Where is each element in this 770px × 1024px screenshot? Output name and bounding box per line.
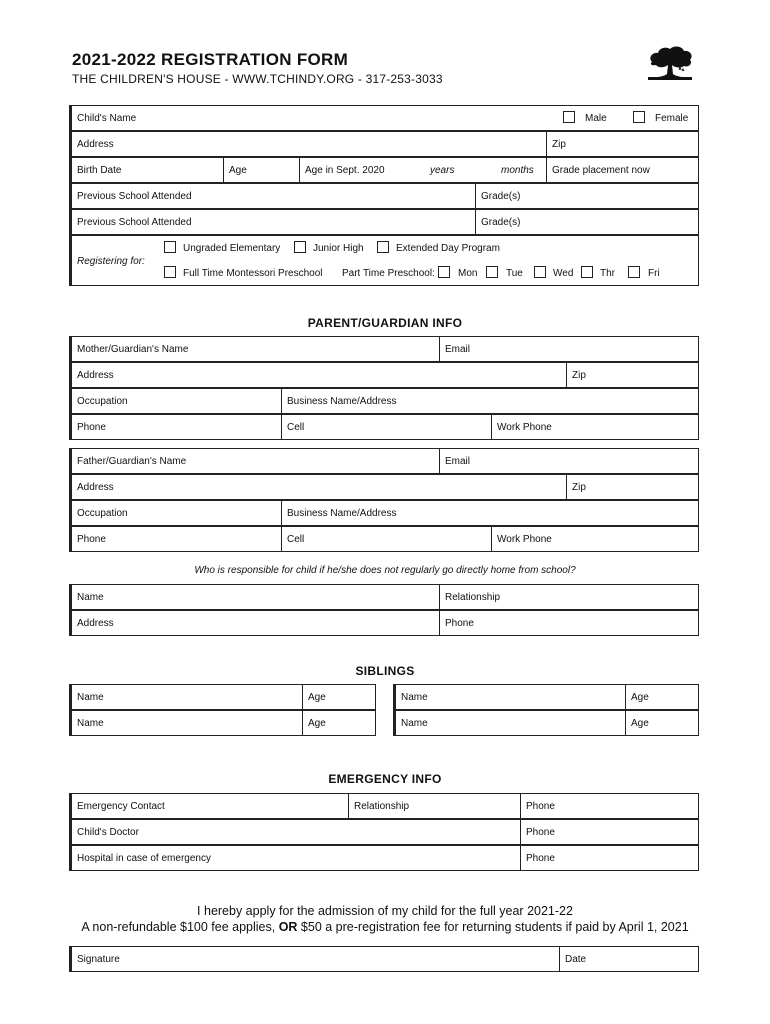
mother-zip-field[interactable] [566, 363, 699, 387]
junior-high-label: Junior High [313, 243, 364, 254]
wed-checkbox[interactable] [534, 266, 546, 278]
hospital-field[interactable] [72, 846, 520, 870]
mother-phone-row [69, 414, 699, 440]
father-cell-field[interactable] [281, 527, 491, 551]
mother-occupation-row [69, 388, 699, 414]
grade-placement-field[interactable] [546, 158, 699, 182]
grades-2-label: Grade(s) [481, 217, 521, 228]
child-address-row [69, 131, 699, 157]
responsible-phone-label: Phone [445, 618, 474, 629]
birth-date-label: Birth Date [77, 165, 122, 176]
father-work-phone-label: Work Phone [497, 534, 552, 545]
signature-label: Signature [77, 954, 120, 965]
female-label: Female [655, 113, 689, 124]
sibling-1-name-label: Name [77, 692, 104, 703]
responsible-question: Who is responsible for child if he/she does not regularly go directly home from school? [194, 565, 576, 576]
father-address-field[interactable] [72, 475, 566, 499]
father-occupation-label: Occupation [77, 508, 128, 519]
full-time-checkbox[interactable] [164, 266, 176, 278]
doctor-phone-label: Phone [526, 827, 555, 838]
wed-label: Wed [553, 268, 574, 279]
signature-field[interactable] [72, 947, 559, 971]
sibling-1-age-label: Age [308, 692, 326, 703]
mother-address-row [69, 362, 699, 388]
registering-row [69, 235, 699, 286]
emergency-phone-field[interactable] [520, 794, 699, 818]
mother-address-field[interactable] [72, 363, 566, 387]
responsible-relationship-field[interactable] [439, 585, 699, 609]
extended-day-checkbox[interactable] [377, 241, 389, 253]
mon-label: Mon [458, 268, 478, 279]
sibling-3-name-field[interactable] [396, 685, 625, 709]
grade-placement-label: Grade placement now [552, 165, 650, 176]
child-name-field[interactable] [72, 106, 544, 130]
responsible-phone-field[interactable] [439, 611, 699, 635]
mother-name-field[interactable] [72, 337, 439, 361]
prev-school-row-2 [69, 209, 699, 235]
sibling-4-name-field[interactable] [396, 711, 625, 735]
responsible-relationship-label: Relationship [445, 592, 501, 603]
emergency-heading: EMERGENCY INFO [328, 772, 442, 786]
father-zip-field[interactable] [566, 475, 699, 499]
mother-work-phone-label: Work Phone [497, 422, 552, 433]
doctor-label: Child's Doctor [77, 827, 139, 838]
mother-email-label: Email [445, 344, 471, 355]
tue-checkbox[interactable] [486, 266, 498, 278]
prev-school-2-label: Previous School Attended [77, 217, 192, 228]
sibling-4-name-label: Name [401, 718, 428, 729]
junior-high-checkbox[interactable] [294, 241, 306, 253]
doctor-phone-field[interactable] [520, 820, 699, 844]
extended-day-label: Extended Day Program [396, 243, 500, 254]
father-name-label: Father/Guardian's Name [77, 456, 187, 467]
doctor-row [69, 819, 699, 845]
father-phone-label: Phone [77, 534, 106, 545]
mother-occupation-label: Occupation [77, 396, 128, 407]
hospital-phone-field[interactable] [520, 846, 699, 870]
father-zip-label: Zip [572, 482, 586, 493]
sibling-2-age-label: Age [308, 718, 326, 729]
fri-label: Fri [648, 268, 660, 279]
male-checkbox[interactable] [563, 111, 575, 123]
father-email-label: Email [445, 456, 471, 467]
sibling-3-name-label: Name [401, 692, 428, 703]
tue-label: Tue [506, 268, 523, 279]
mother-cell-field[interactable] [281, 415, 491, 439]
grades-1-label: Grade(s) [481, 191, 521, 202]
mother-zip-label: Zip [572, 370, 586, 381]
grades-1-field[interactable] [475, 184, 699, 208]
ungraded-label: Ungraded Elementary [183, 243, 281, 254]
date-label: Date [565, 954, 587, 965]
years-label: years [430, 165, 455, 176]
father-address-label: Address [77, 482, 114, 493]
responsible-name-row [69, 584, 699, 610]
mother-address-label: Address [77, 370, 114, 381]
father-phone-row [69, 526, 699, 552]
father-occupation-field[interactable] [72, 501, 281, 525]
child-name-label: Child's Name [77, 113, 137, 124]
mother-business-label: Business Name/Address [287, 396, 397, 407]
child-address-label: Address [77, 139, 114, 150]
child-address-field[interactable] [72, 132, 546, 156]
father-business-label: Business Name/Address [287, 508, 397, 519]
sibling-2-name-label: Name [77, 718, 104, 729]
emergency-contact-field[interactable] [72, 794, 348, 818]
ungraded-checkbox[interactable] [164, 241, 176, 253]
mother-cell-label: Cell [287, 422, 305, 433]
sibling-1-name-field[interactable] [72, 685, 302, 709]
responsible-address-label: Address [77, 618, 114, 629]
responsible-name-field[interactable] [72, 585, 439, 609]
sibling-3-age-field[interactable] [625, 685, 699, 709]
tree-icon [646, 44, 694, 89]
full-time-label: Full Time Montessori Preschool [183, 268, 323, 279]
form-subtitle: THE CHILDREN'S HOUSE - WWW.TCHINDY.ORG - 317-253-3033 [72, 72, 443, 86]
responsible-address-row [69, 610, 699, 636]
responsible-name-label: Name [77, 592, 104, 603]
sibling-4-age-field[interactable] [625, 711, 699, 735]
sibling-3-age-label: Age [631, 692, 649, 703]
prev-school-2-field[interactable] [72, 210, 475, 234]
sibling-1-age-field[interactable] [302, 685, 376, 709]
emergency-relationship-label: Relationship [354, 801, 410, 812]
prev-school-1-field[interactable] [72, 184, 475, 208]
father-business-field[interactable] [281, 501, 699, 525]
father-name-field[interactable] [72, 449, 439, 473]
father-phone-field[interactable] [72, 527, 281, 551]
father-work-phone-field[interactable] [491, 527, 699, 551]
declaration-line-2-after: $50 a pre-registration fee for returning students if paid by April 1, 2021 [297, 920, 689, 934]
prev-school-1-label: Previous School Attended [77, 191, 192, 202]
grades-2-field[interactable] [475, 210, 699, 234]
mon-checkbox[interactable] [438, 266, 450, 278]
prev-school-row-1 [69, 183, 699, 209]
emergency-phone-label: Phone [526, 801, 555, 812]
sibling-2-age-field[interactable] [302, 711, 376, 735]
age-sept-field[interactable] [299, 158, 546, 182]
mother-email-field[interactable] [439, 337, 699, 361]
signature-row [69, 946, 699, 972]
registering-for-label: Registering for: [77, 256, 145, 267]
mother-name-label: Mother/Guardian's Name [77, 344, 189, 355]
siblings-heading: SIBLINGS [355, 664, 415, 678]
father-occupation-row [69, 500, 699, 526]
emergency-contact-row [69, 793, 699, 819]
thr-label: Thr [600, 268, 615, 279]
form-title: 2021-2022 REGISTRATION FORM [72, 50, 349, 69]
hospital-phone-label: Phone [526, 853, 555, 864]
fri-checkbox[interactable] [628, 266, 640, 278]
declaration-line-2-bold: OR [278, 920, 298, 934]
sibling-2-name-field[interactable] [72, 711, 302, 735]
declaration-line-2-before: A non-refundable $100 fee applies, [81, 920, 279, 934]
sibling-row-2-right [393, 710, 699, 736]
emergency-contact-label: Emergency Contact [77, 801, 165, 812]
mother-occupation-field[interactable] [72, 389, 281, 413]
child-zip-field[interactable] [546, 132, 699, 156]
declaration-line-2 [0, 920, 770, 934]
age-sept-label: Age in Sept. 2020 [305, 165, 385, 176]
part-time-label: Part Time Preschool: [342, 268, 435, 279]
male-label: Male [585, 113, 607, 124]
mother-business-field[interactable] [281, 389, 699, 413]
child-name-row [69, 105, 699, 131]
child-zip-label: Zip [552, 139, 566, 150]
sibling-row-2-left [69, 710, 376, 736]
mother-work-phone-field[interactable] [491, 415, 699, 439]
father-address-row [69, 474, 699, 500]
sibling-row-1-left [69, 684, 376, 710]
father-name-row [69, 448, 699, 474]
mother-phone-label: Phone [77, 422, 106, 433]
father-email-field[interactable] [439, 449, 699, 473]
responsible-address-field[interactable] [72, 611, 439, 635]
declaration-line-1: I hereby apply for the admission of my child for the full year 2021-22 [197, 904, 573, 918]
father-cell-label: Cell [287, 534, 305, 545]
months-label: months [501, 165, 534, 176]
female-checkbox[interactable] [633, 111, 645, 123]
sibling-4-age-label: Age [631, 718, 649, 729]
birth-date-field[interactable] [72, 158, 223, 182]
mother-phone-field[interactable] [72, 415, 281, 439]
parent-guardian-heading: PARENT/GUARDIAN INFO [307, 316, 463, 330]
date-field[interactable] [559, 947, 699, 971]
child-birth-row [69, 157, 699, 183]
age-label: Age [229, 165, 247, 176]
emergency-relationship-field[interactable] [348, 794, 520, 818]
hospital-label: Hospital in case of emergency [77, 853, 211, 864]
sibling-row-1-right [393, 684, 699, 710]
mother-name-row [69, 336, 699, 362]
doctor-field[interactable] [72, 820, 520, 844]
age-field[interactable] [223, 158, 299, 182]
thr-checkbox[interactable] [581, 266, 593, 278]
hospital-row [69, 845, 699, 871]
